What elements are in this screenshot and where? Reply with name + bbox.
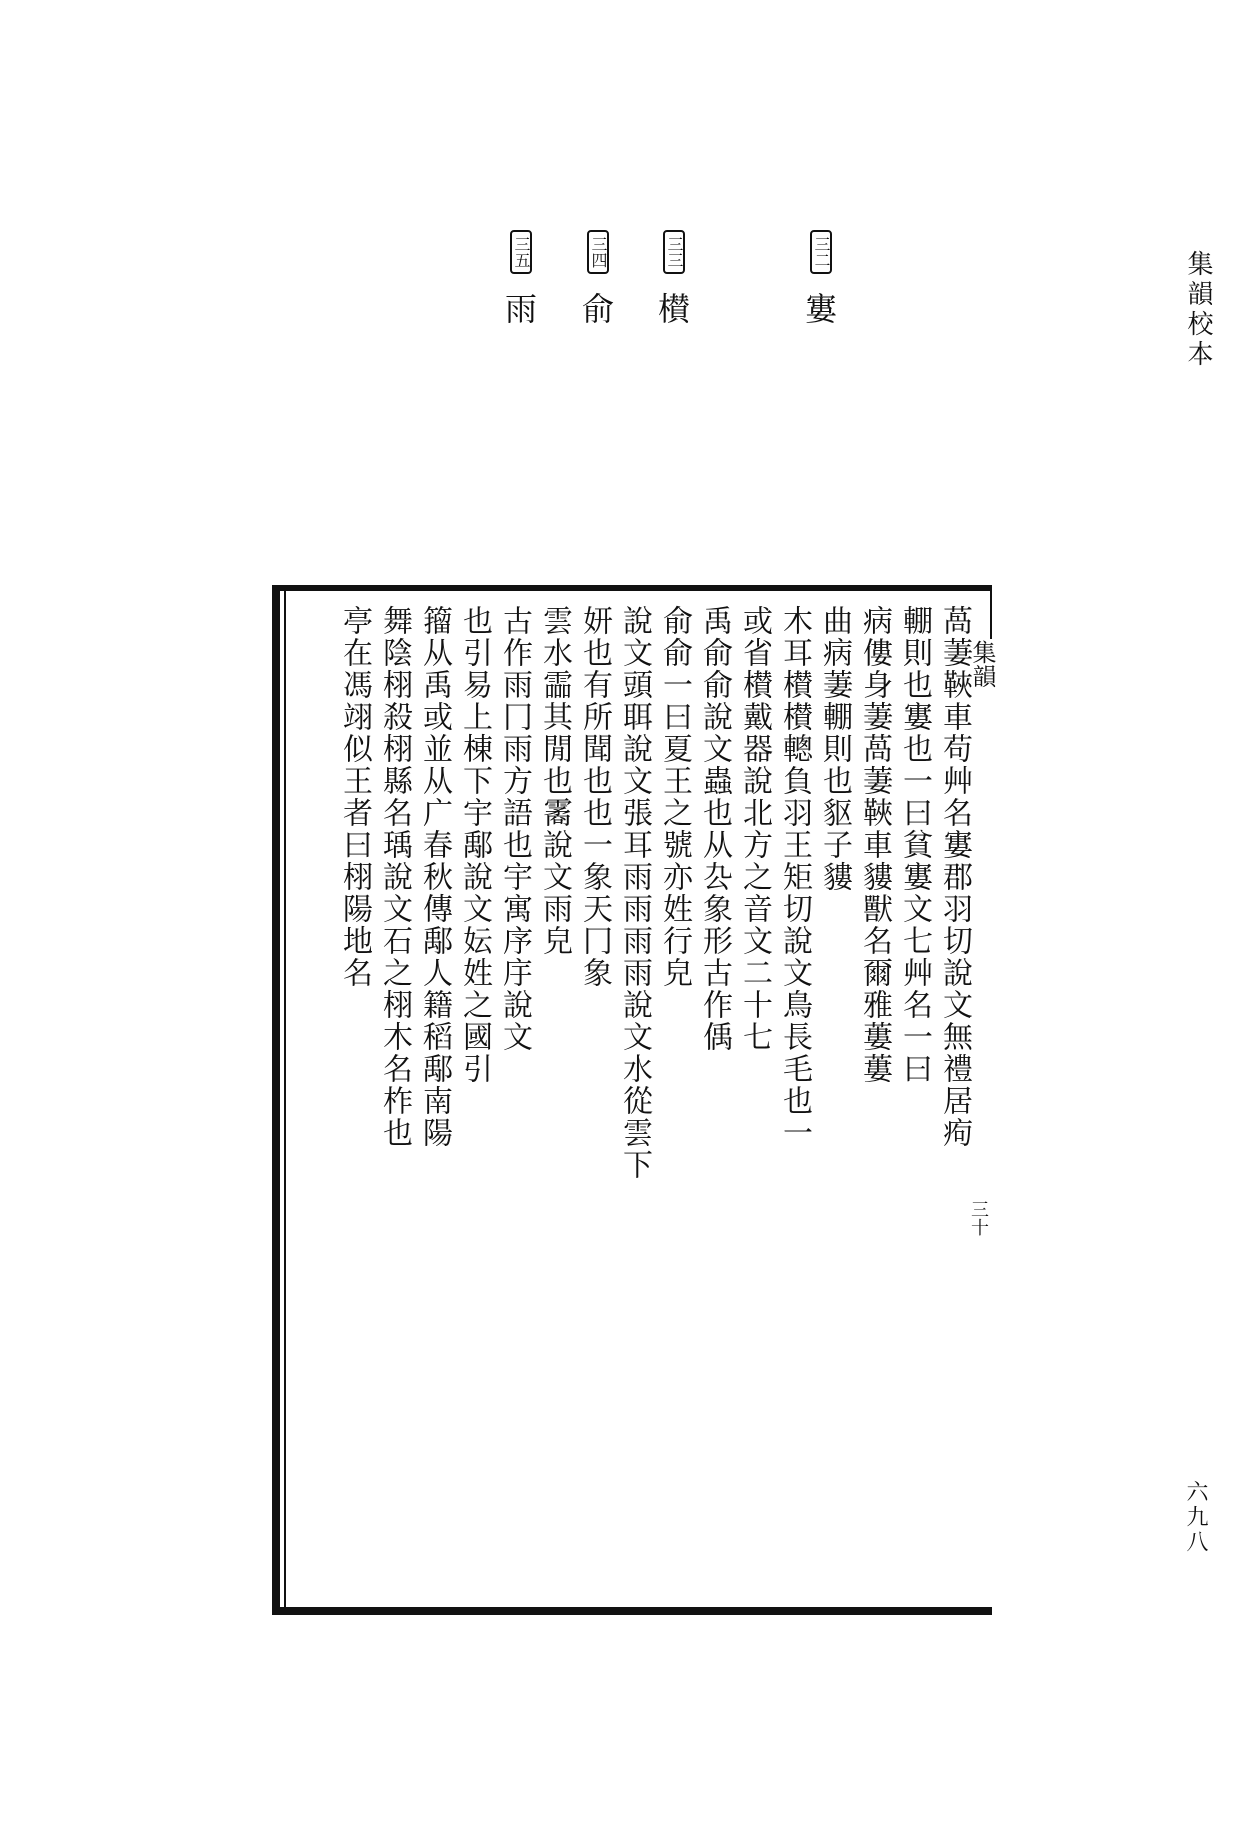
column-text: 雲水霝其閒也霱說文雨皃	[537, 605, 572, 957]
column-text: 病僂身萋萵萋䩡車貗獸名爾雅蔞蔞	[857, 605, 892, 1085]
column-text: 亭在馮翊似王者曰栩陽地名	[337, 605, 372, 989]
note-character: 俞	[582, 290, 615, 328]
column-text: 說文頭聑說文張耳雨雨雨雨說文水從雲下	[617, 605, 652, 1181]
column-text: 萵萋䩡車苟艸名寠郡羽切說文無禮居痀	[937, 605, 972, 1149]
margin-caption: 集韻	[968, 640, 996, 688]
collation-note-32	[805, 230, 837, 330]
note-number: 三四	[587, 230, 609, 274]
column-text: 木耳櫕櫕䡯負羽王矩切說文鳥長毛也一	[777, 605, 812, 1149]
column-text: 或省櫕戴器說北方之音文二十七	[737, 605, 772, 1053]
collation-note-34	[582, 230, 614, 330]
margin-folio: 三十	[968, 1200, 989, 1236]
column-text: 俞俞一曰夏王之號亦姓行皃	[657, 605, 692, 989]
column-text: 籀从禹或並从广春秋傳鄅人籍稻鄅南陽	[417, 605, 452, 1149]
column-text: 妍也有所聞也也一象天冂象	[577, 605, 612, 989]
note-character: 寠	[805, 290, 838, 328]
column-text: 古作雨冂雨方語也宇寓序㡰說文	[497, 605, 532, 1053]
column-text: 曲病萋輣則也䝙子貗	[817, 605, 852, 893]
note-number: 三二	[810, 230, 832, 274]
note-number: 三三	[663, 230, 685, 274]
collation-note-35	[505, 230, 537, 330]
note-character: 櫕	[658, 290, 691, 328]
column-text: 輣則也寠也一曰貧寠文七艸名一曰	[897, 605, 932, 1085]
column-text: 也引易上棟下宇鄅說文妘姓之國引	[457, 605, 492, 1085]
note-number: 三五	[510, 230, 532, 274]
column-text: 舞陰栩殺栩縣名瑀說文石之栩木名柞也	[377, 605, 412, 1149]
page-number: 六九八	[1183, 1480, 1208, 1555]
column-text: 禹俞俞說文蟲也从厹象形古作偊	[697, 605, 732, 1053]
woodblock-text-frame	[272, 585, 992, 1615]
collation-note-33	[658, 230, 690, 330]
text-column	[330, 605, 378, 1605]
note-character: 雨	[505, 290, 538, 328]
book-title: 集韻校本	[1183, 250, 1213, 370]
